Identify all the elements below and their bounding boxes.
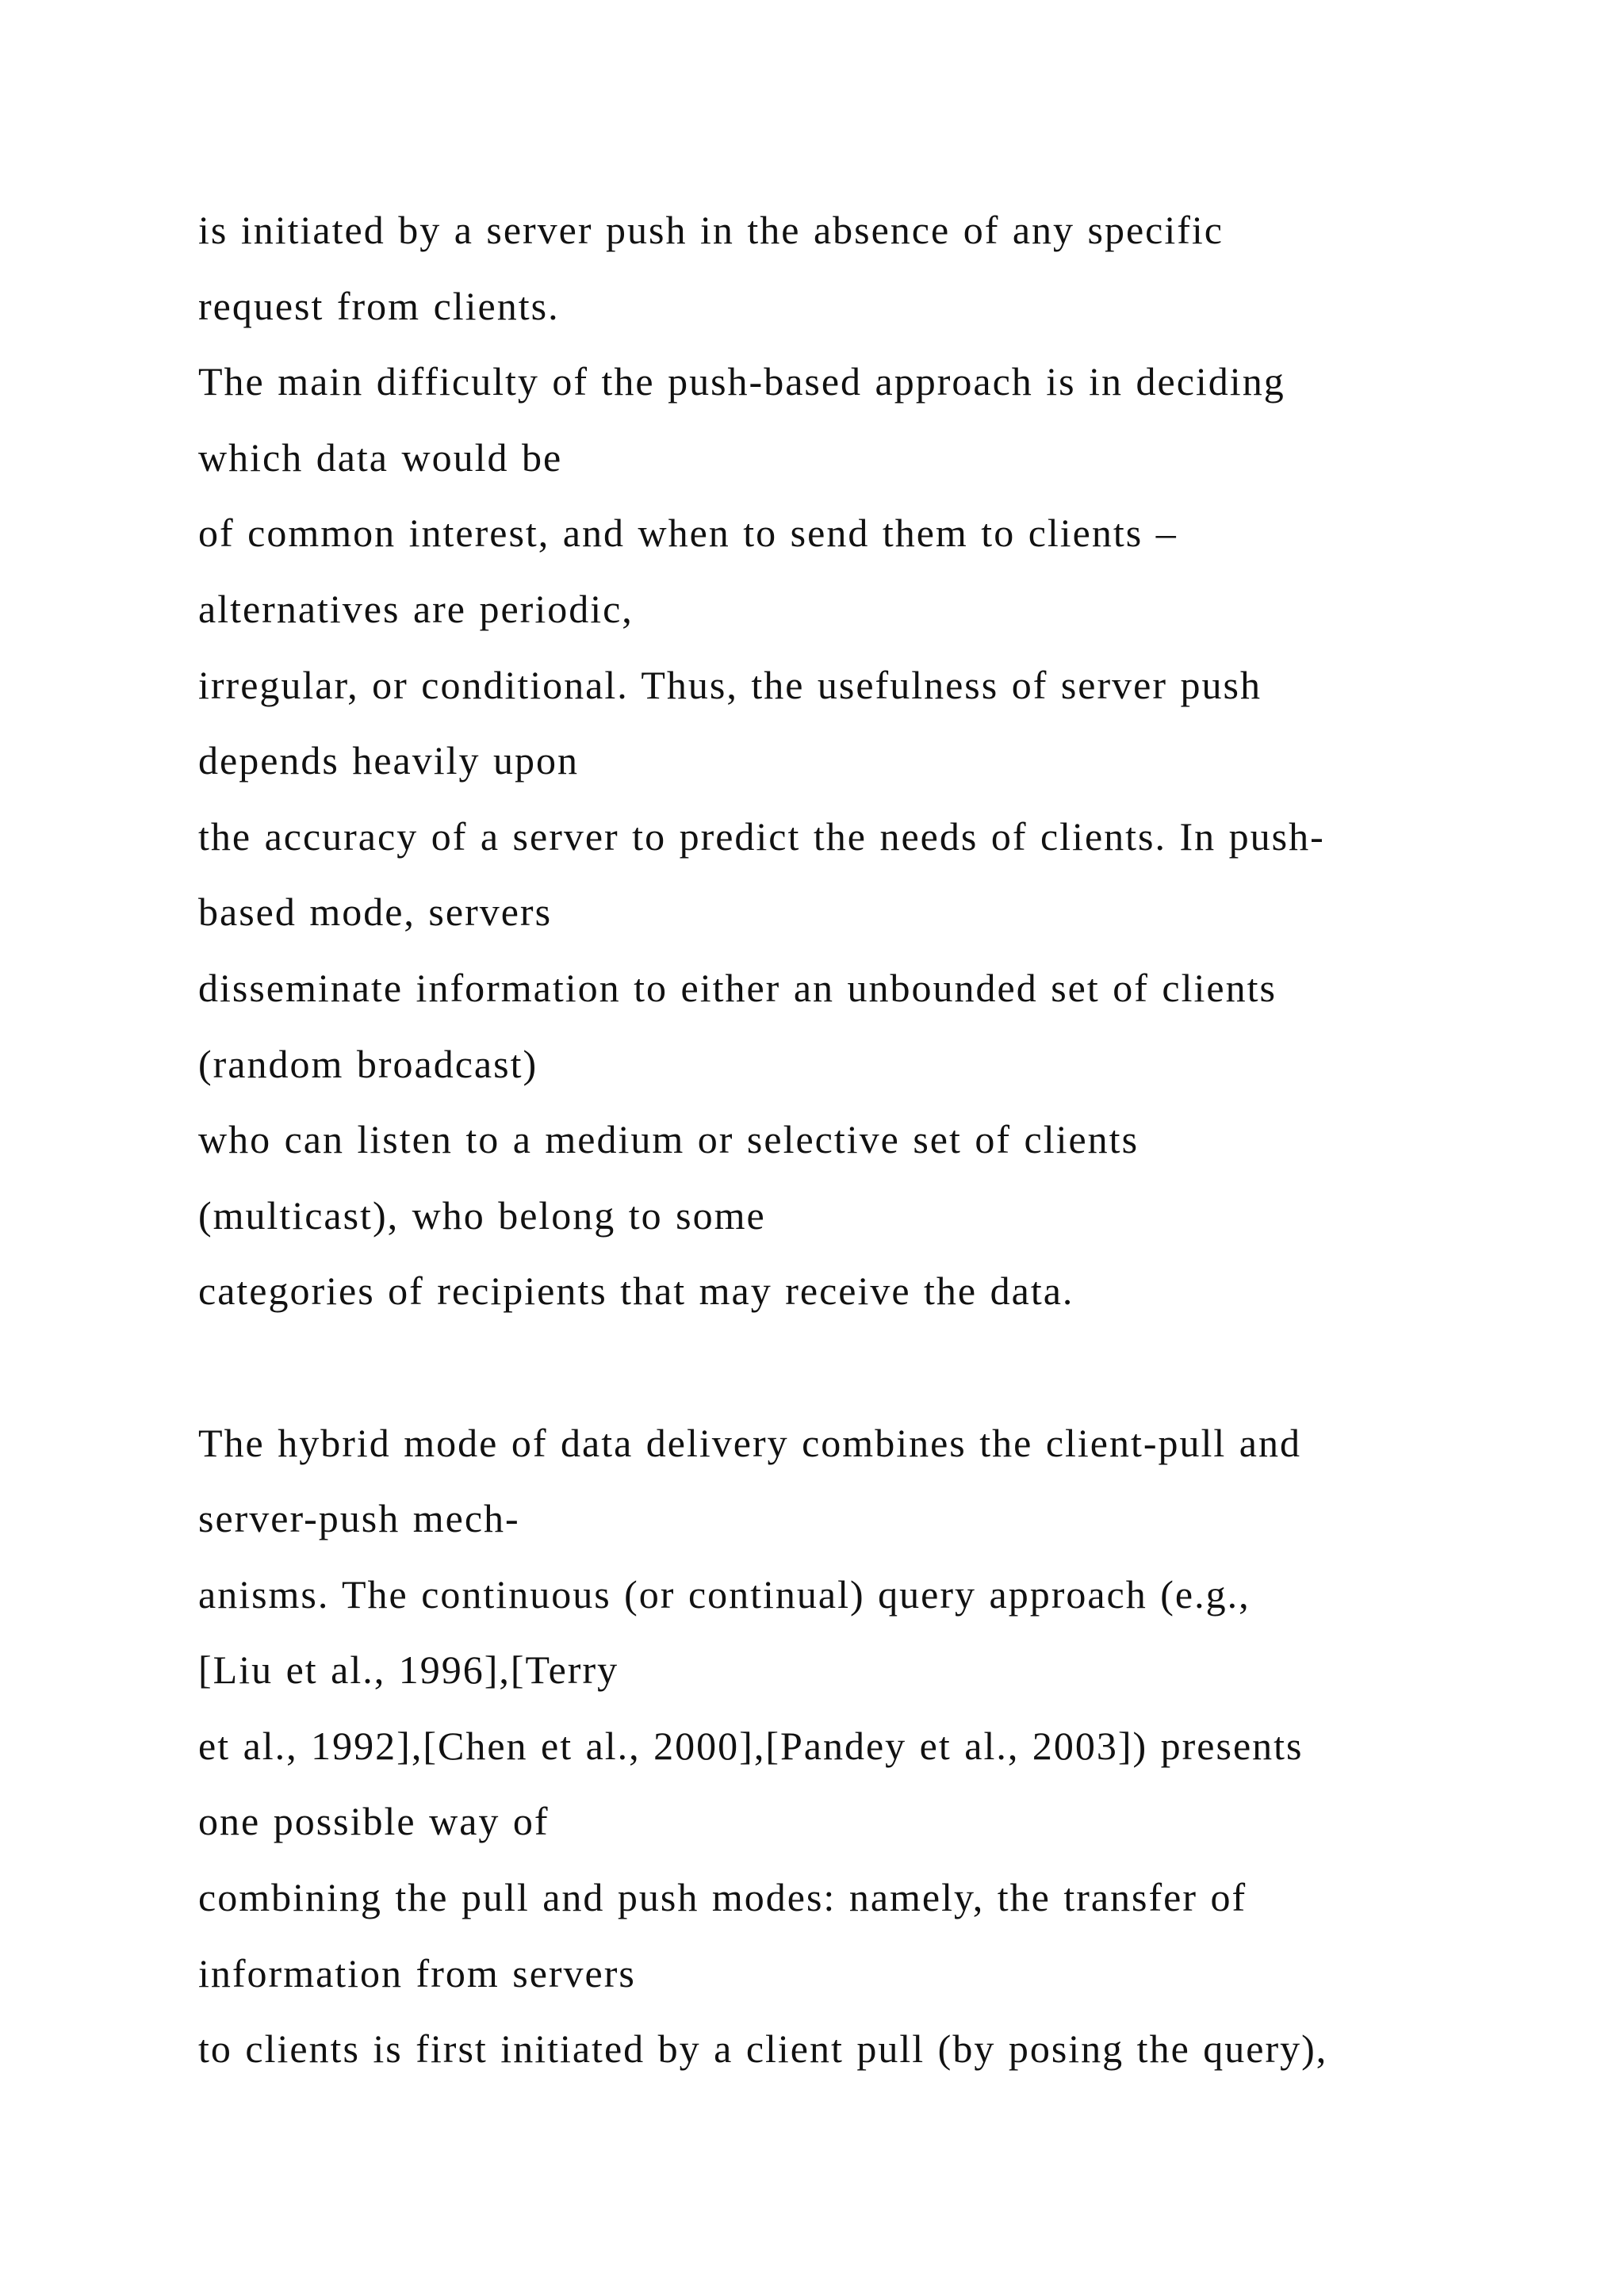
text-line: et al., 1992],[Chen et al., 2000],[Pandey et al., 2003]) presents	[198, 1723, 1304, 1768]
body-text	[198, 193, 1546, 2087]
text-line: is initiated by a server push in the absence of any specific	[198, 208, 1224, 252]
text-line: request from clients.	[198, 283, 560, 328]
text-line: which data would be	[198, 434, 563, 480]
text-line: who can listen to a medium or selective set of clients	[198, 1117, 1139, 1162]
text-line: combining the pull and push modes: namely, the transfer of	[198, 1875, 1247, 1920]
text-line: The main difficulty of the push-based approach is in deciding	[198, 359, 1285, 404]
text-line: The hybrid mode of data delivery combines the client-pull and	[198, 1420, 1302, 1465]
paragraph-2	[198, 1406, 1546, 2087]
text-line: (random broadcast)	[198, 1041, 538, 1086]
text-line: categories of recipients that may receive the data.	[198, 1269, 1074, 1314]
text-line: anisms. The continuous (or continual) query approach (e.g.,	[198, 1571, 1251, 1617]
text-line: to clients is first initiated by a client pull (by posing the query),	[198, 2026, 1328, 2072]
text-line: one possible way of	[198, 1799, 550, 1844]
text-line: irregular, or conditional. Thus, the usefulness of server push	[198, 662, 1262, 707]
text-line: (multicast), who belong to some	[198, 1192, 766, 1238]
text-line: based mode, servers	[198, 890, 553, 935]
text-line: [Liu et al., 1996],[Terry	[198, 1647, 619, 1693]
paragraph-1	[198, 193, 1546, 1330]
text-line: of common interest, and when to send them to clients –	[198, 511, 1178, 556]
text-line: alternatives are periodic,	[198, 586, 634, 631]
paragraph-gap	[198, 1330, 1546, 1406]
text-line: disseminate information to either an unbounded set of clients	[198, 965, 1277, 1010]
text-line: server-push mech-	[198, 1496, 520, 1541]
text-line: information from servers	[198, 1950, 636, 1996]
text-line: depends heavily upon	[198, 738, 580, 783]
text-line: the accuracy of a server to predict the needs of clients. In push-	[198, 813, 1325, 859]
